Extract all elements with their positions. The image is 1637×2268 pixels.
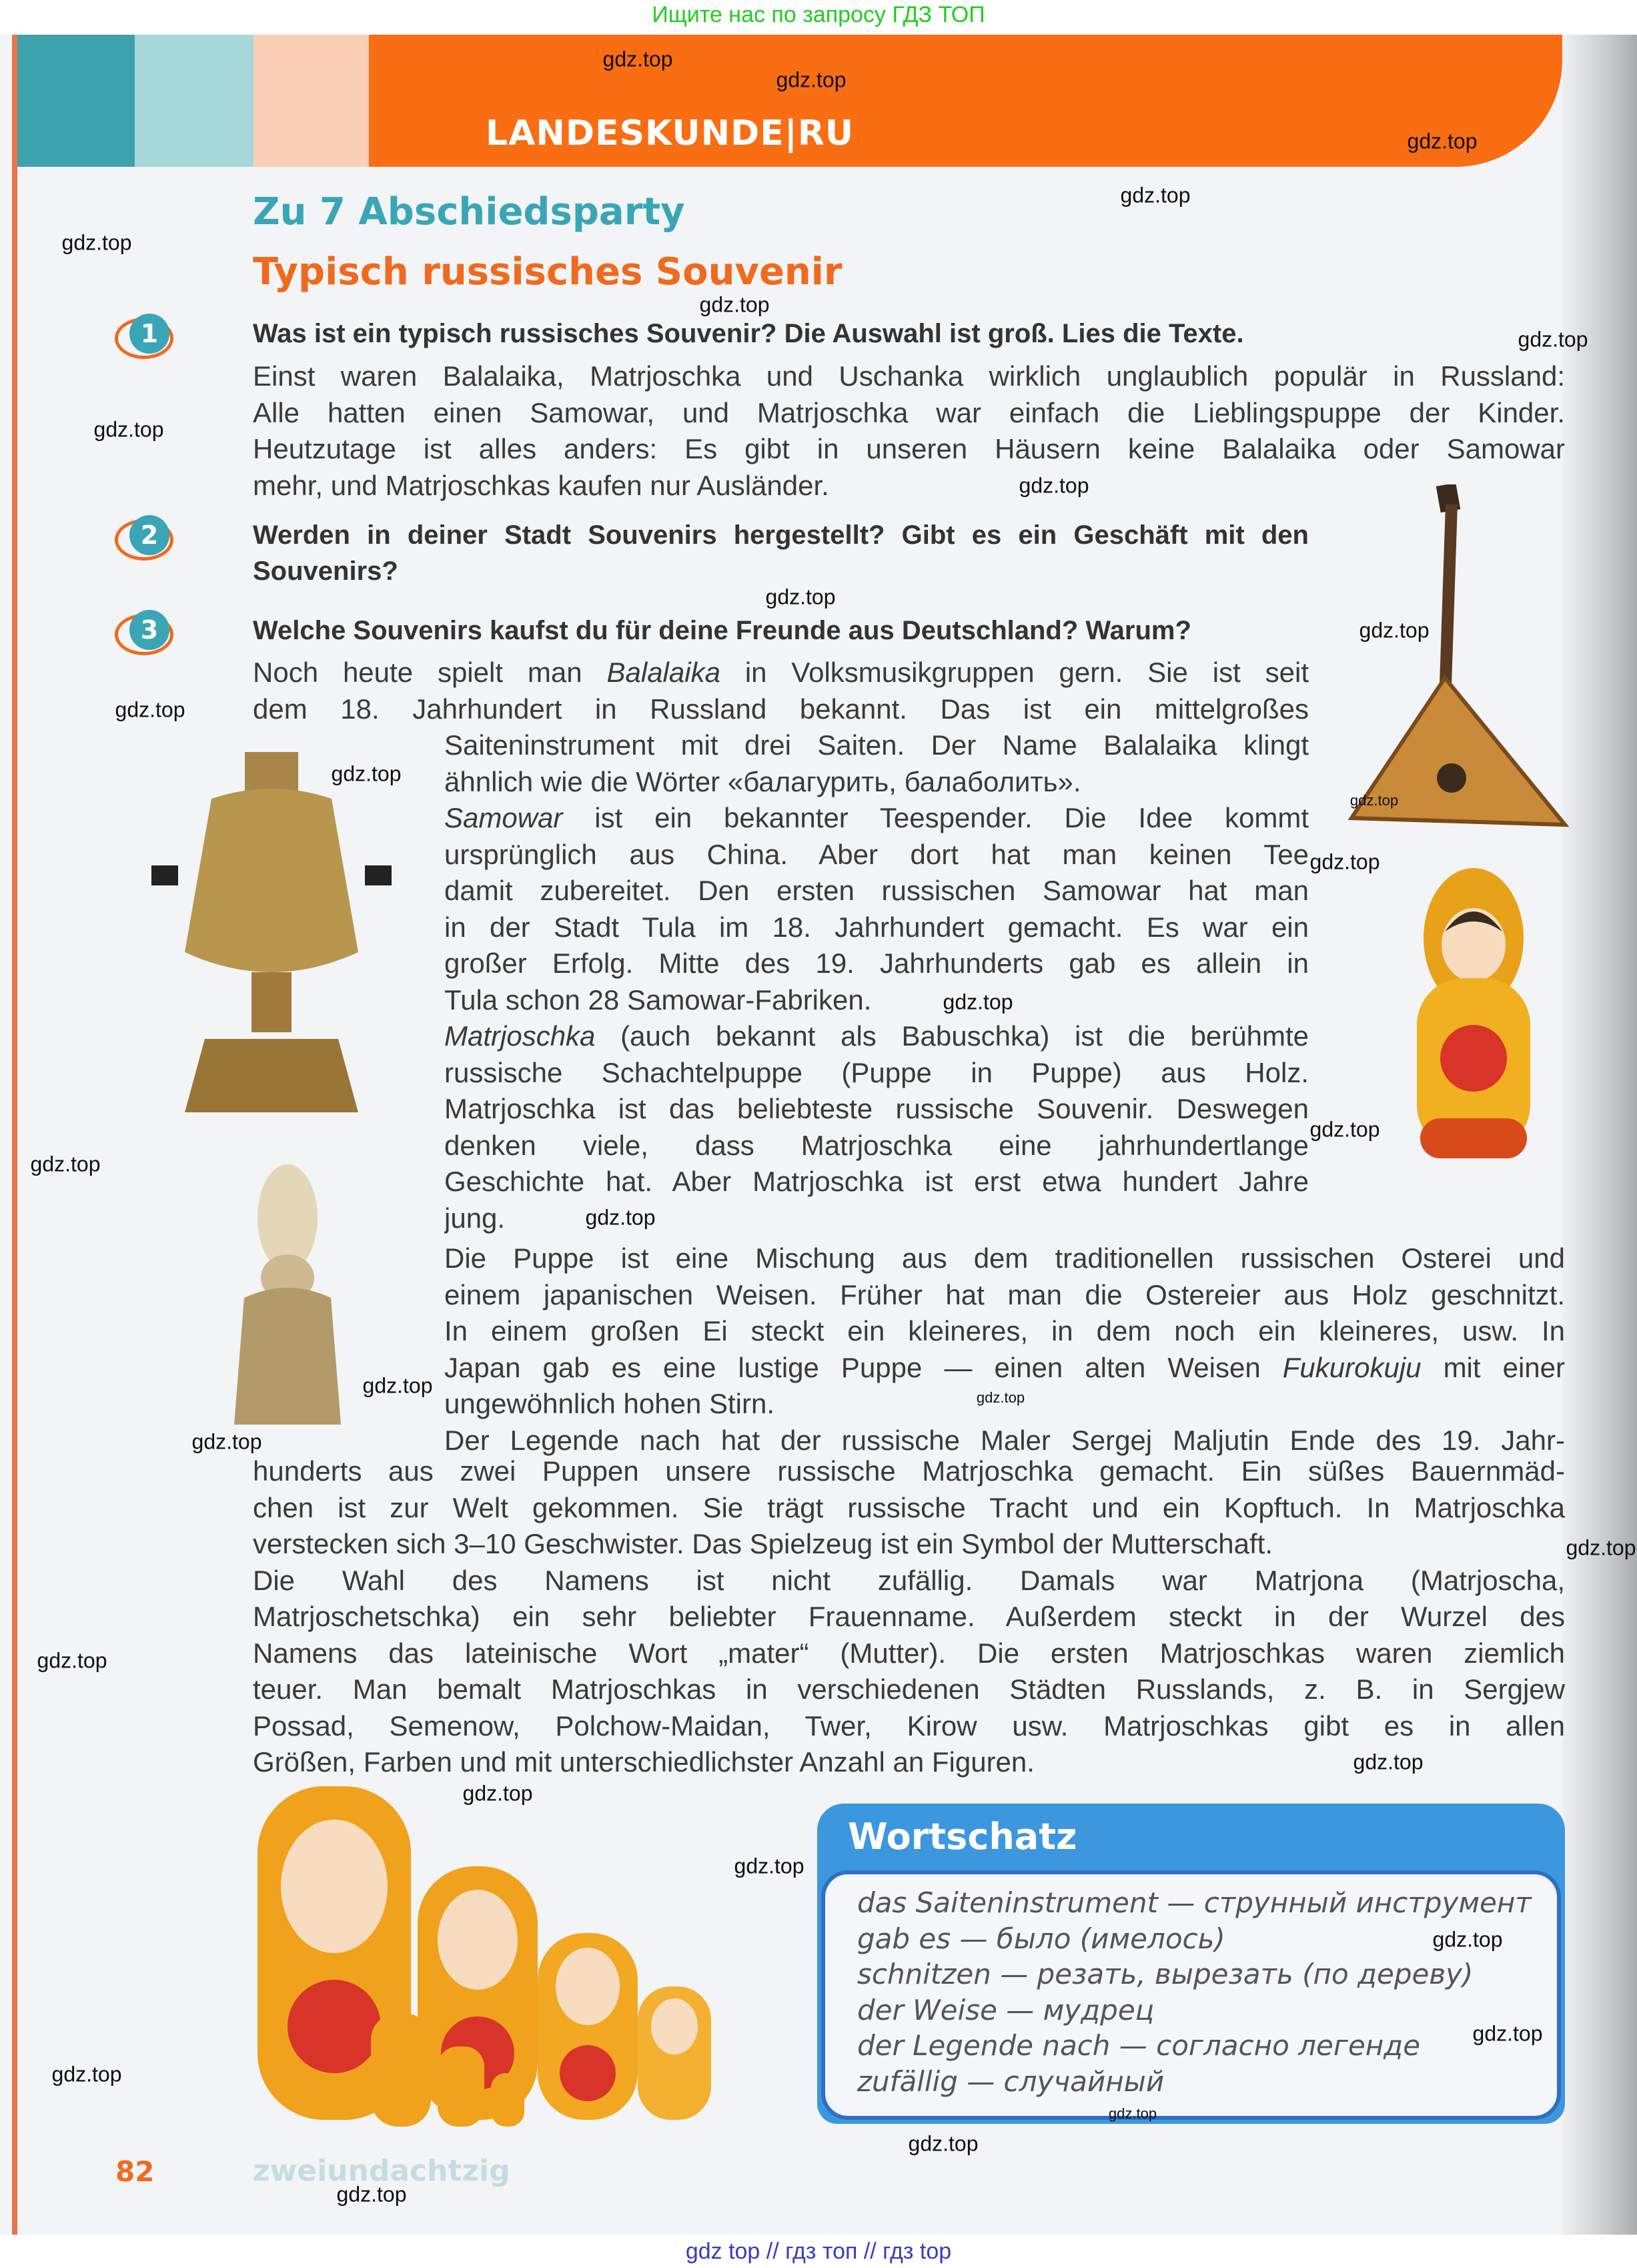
watermark: gdz.top xyxy=(115,697,185,722)
watermark: gdz.top xyxy=(30,1152,101,1176)
text-segment: Matrjoschka ist das beliebteste russische Souvenir. Deswegen xyxy=(444,1093,1309,1124)
text-line xyxy=(253,1453,1565,1490)
text-line xyxy=(253,1490,1565,1527)
italic-term: Fukurokuju xyxy=(1282,1351,1422,1383)
text-line xyxy=(253,1599,1565,1635)
page-curl-shadow xyxy=(1562,35,1637,2237)
watermark: gdz.top xyxy=(1349,792,1399,809)
italic-term: Samowar xyxy=(444,802,563,833)
text-line xyxy=(444,727,1309,764)
watermark: gdz.top xyxy=(1309,1117,1380,1142)
vocab-item: der Weise — мудрец xyxy=(857,1993,1155,2026)
header-band-teal xyxy=(17,35,135,167)
header-band-lightteal xyxy=(135,35,253,167)
vocab-item: zufällig — случайный xyxy=(857,2064,1165,2098)
text-segment: Saiteninstrument mit drei Saiten. Der Name Balalaika klingt xyxy=(444,729,1309,761)
vocab-item: der Legende nach — согласно легенде xyxy=(857,2029,1421,2062)
text-line xyxy=(444,764,1309,801)
text-segment: Tula schon 28 Samowar-Fabriken. xyxy=(444,984,872,1016)
text-line xyxy=(444,1277,1565,1314)
text-line xyxy=(444,946,1309,982)
watermark: gdz.top xyxy=(362,1373,433,1398)
watermark: gdz.top xyxy=(1120,183,1191,208)
watermark: gdz.top xyxy=(908,2131,979,2156)
wortschatz-list xyxy=(857,1885,1532,2099)
italic-term: Matrjoschka xyxy=(444,1020,596,1052)
watermark: gdz.top xyxy=(1019,473,1089,498)
text-line xyxy=(253,431,1565,468)
watermark: gdz.top xyxy=(331,761,402,786)
text-line xyxy=(444,1240,1565,1277)
text-segment: Heutzutage ist alles anders: Es gibt in unseren Häusern keine Balalaika oder Samowar xyxy=(253,433,1565,464)
text-line xyxy=(444,1164,1309,1200)
samovar-image xyxy=(145,752,398,1129)
text-segment: Einst waren Balalaika, Matrjoschka und Uschanka wirklich unglaublich populär in Russland: xyxy=(253,360,1565,392)
text-segment: Namens das lateinische Wort „mater“ (Mutter). Die ersten Matrjoschkas waren ziemlich xyxy=(253,1637,1565,1669)
text-segment: Possad, Semenow, Polchow-Maidan, Twer, Kirow usw. Matrjoschkas gibt es in allen xyxy=(253,1710,1565,1742)
watermark: gdz.top xyxy=(1108,2105,1157,2122)
text-segment: einem japanischen Weisen. Früher hat man die Ostereier aus Holz geschnitzt. xyxy=(444,1278,1565,1310)
text-line xyxy=(253,691,1309,728)
task-number: 2 xyxy=(129,515,169,555)
text-segment: denken viele, dass Matrjoschka eine jahrhundertlange xyxy=(444,1129,1309,1161)
text-line xyxy=(444,1350,1565,1387)
text-block-balalaika-start xyxy=(253,655,1309,727)
watermark: gdz.top xyxy=(1518,327,1588,352)
text-line xyxy=(444,837,1309,873)
text-line xyxy=(253,655,1309,691)
text-line xyxy=(444,1018,1309,1055)
text-block-intro xyxy=(253,358,1565,504)
text-line xyxy=(444,1128,1309,1164)
text-segment: Geschichte hat. Aber Matrjoschka ist erst etwa hundert Jahre xyxy=(444,1166,1309,1197)
task-badge-3 xyxy=(115,610,176,658)
task-number: 1 xyxy=(129,314,169,354)
watermark: gdz.top xyxy=(93,417,164,442)
text-line xyxy=(444,1313,1565,1350)
text-line xyxy=(253,395,1565,432)
task-badge-1 xyxy=(115,314,176,362)
header-band-peach xyxy=(253,35,369,167)
text-line xyxy=(253,1635,1565,1672)
watermark: gdz.top xyxy=(191,1429,262,1454)
top-search-note: Ищите нас по запросу ГДЗ ТОП xyxy=(652,2,985,27)
figurine-image xyxy=(224,1164,348,1431)
watermark: gdz.top xyxy=(943,990,1013,1014)
text-segment: Der Legende nach hat der russische Maler Sergej Maljutin Ende des 19. Jahr- xyxy=(444,1424,1565,1456)
wortschatz-box xyxy=(817,1804,1565,2124)
text-segment: Alle hatten einen Samowar, und Matrjoschka war einfach die Lieblingspuppe der Kinder. xyxy=(253,396,1565,428)
watermark: gdz.top xyxy=(1472,2021,1543,2046)
text-block-samowar-matrjoschka xyxy=(444,727,1309,1236)
text-segment: Die Puppe ist eine Mischung aus dem traditionellen russischen Osterei und xyxy=(444,1242,1565,1274)
watermark: gdz.top xyxy=(1432,1927,1503,1952)
text-segment: ähnlich wie die Wörter «балагурить, балаболить». xyxy=(444,765,1081,797)
text-block-puppe xyxy=(444,1240,1565,1459)
watermark: gdz.top xyxy=(976,1389,1025,1406)
watermark: gdz.top xyxy=(51,2062,122,2087)
text-segment: ist ein bekannter Teespender. Die Idee kommt xyxy=(562,802,1309,833)
text-segment: Matrjoschetschka) ein sehr beliebter Frauenname. Außerdem steckt in der Wurzel des xyxy=(253,1601,1565,1632)
text-line xyxy=(444,982,1309,1019)
task-badge-2 xyxy=(115,515,176,563)
text-segment: russische Schachtelpuppe (Puppe in Puppe) aus Holz. xyxy=(444,1056,1309,1088)
watermark: gdz.top xyxy=(776,67,847,92)
text-segment: hunderts aus zwei Puppen unsere russische Matrjoschka gemacht. Ein süßes Bauernmäd- xyxy=(253,1455,1565,1487)
task-number: 3 xyxy=(129,610,169,650)
text-segment: großer Erfolg. Mitte des 19. Jahrhunderts gab es allein in xyxy=(444,948,1309,979)
page-subtitle: Typisch russisches Souvenir xyxy=(253,250,843,294)
text-line xyxy=(253,1526,1565,1563)
text-line xyxy=(253,1563,1565,1599)
nesting-dolls-image xyxy=(257,1786,711,2133)
text-segment: (auch bekannt als Babuschka) ist die berühmte xyxy=(595,1020,1309,1052)
watermark: gdz.top xyxy=(765,585,836,609)
text-segment: in Volksmusikgruppen gern. Sie ist seit xyxy=(720,657,1309,688)
page-number-word: zweiundachtzig xyxy=(253,2154,510,2188)
watermark: gdz.top xyxy=(1407,129,1478,153)
wortschatz-list-panel xyxy=(821,1870,1561,2120)
watermark: gdz.top xyxy=(37,1648,107,1673)
watermark: gdz.top xyxy=(61,230,132,255)
text-segment: dem 18. Jahrhundert in Russland bekannt. Das ist ein mittelgroßes xyxy=(253,693,1309,725)
text-segment: ursprünglich aus China. Aber dort hat man keinen Tee xyxy=(444,838,1309,870)
watermark: gdz.top xyxy=(734,1854,804,1878)
text-line xyxy=(253,1708,1565,1745)
text-segment: Japan gab es eine lustige Puppe — einen alten Weisen xyxy=(444,1351,1283,1383)
watermark: gdz.top xyxy=(602,47,673,71)
watermark: gdz.top xyxy=(336,2182,407,2207)
matrjoschka-image xyxy=(1410,865,1537,1165)
text-line xyxy=(444,1091,1309,1128)
text-segment: In einem großen Ei steckt ein kleineres, in dem noch ein kleineres, usw. In xyxy=(444,1315,1565,1347)
text-segment: Die Wahl des Namens ist nicht zufällig. Damals war Matrjona (Matrjoscha, xyxy=(253,1564,1565,1596)
page-edge xyxy=(12,35,17,2237)
text-line xyxy=(444,1200,1309,1237)
text-line xyxy=(444,800,1309,837)
text-segment: mit einer xyxy=(1421,1351,1565,1383)
task-question-2: Werden in deiner Stadt Souvenirs hergestellt? Gibt es ein Geschäft mit den Souvenirs? xyxy=(253,520,1309,586)
text-line xyxy=(444,909,1309,946)
text-block-legende xyxy=(253,1453,1565,1781)
text-line xyxy=(253,1671,1565,1708)
text-segment: teuer. Man bemalt Matrjoschkas in verschiedenen Städten Russlands, z. B. in Sergjew xyxy=(253,1673,1565,1705)
text-line xyxy=(444,1055,1309,1092)
text-line xyxy=(444,873,1309,909)
text-segment: verstecken sich 3–10 Geschwister. Das Spielzeug ist ein Symbol der Mutterschaft. xyxy=(253,1528,1273,1559)
watermark: gdz.top xyxy=(585,1205,656,1230)
watermark: gdz.top xyxy=(462,1781,533,1806)
text-line xyxy=(253,358,1565,395)
text-segment: jung. xyxy=(444,1202,506,1234)
vocab-item: gab es — было (имелось) xyxy=(857,1922,1225,1955)
watermark: gdz.top xyxy=(1353,1750,1424,1774)
task-question-3: Welche Souvenirs kaufst du für deine Freunde aus Deutschland? Warum? xyxy=(253,616,1191,645)
page-number: 82 xyxy=(115,2155,155,2188)
text-segment: chen ist zur Welt gekommen. Sie trägt russische Tracht und ein Kopftuch. In Matrjoschka xyxy=(253,1491,1565,1523)
wortschatz-title: Wortschatz xyxy=(848,1816,1077,1858)
text-segment: in der Stadt Tula im 18. Jahrhundert gemacht. Es war ein xyxy=(444,911,1309,943)
text-segment: Noch heute spielt man xyxy=(253,657,607,688)
watermark: gdz.top xyxy=(1359,618,1430,643)
vocab-item: das Saiteninstrument — струнный инструмент xyxy=(857,1886,1532,1919)
watermark: gdz.top xyxy=(1566,1535,1636,1560)
vocab-item: schnitzen — резать, вырезать (по дереву) xyxy=(857,1958,1474,1990)
text-segment: Größen, Farben und mit unterschiedlichster Anzahl an Figuren. xyxy=(253,1746,1035,1778)
text-segment: mehr, und Matrjoschkas kaufen nur Ausländer. xyxy=(253,469,829,501)
watermark: gdz.top xyxy=(699,292,770,317)
text-segment: ungewöhnlich hohen Stirn. xyxy=(444,1388,775,1419)
footer-links: gdz top // гдз топ // гдз top xyxy=(0,2235,1637,2268)
italic-term: Balalaika xyxy=(606,657,720,688)
page-title: Zu 7 Abschiedsparty xyxy=(253,190,685,234)
section-brand: LANDESKUNDE|RU xyxy=(486,113,855,153)
task-question-1: Was ist ein typisch russisches Souvenir? Die Auswahl ist groß. Lies die Texte. xyxy=(253,319,1244,348)
watermark: gdz.top xyxy=(1309,849,1380,874)
balalaika-image xyxy=(1345,484,1578,835)
text-segment: damit zubereitet. Den ersten russischen Samowar hat man xyxy=(444,875,1309,906)
